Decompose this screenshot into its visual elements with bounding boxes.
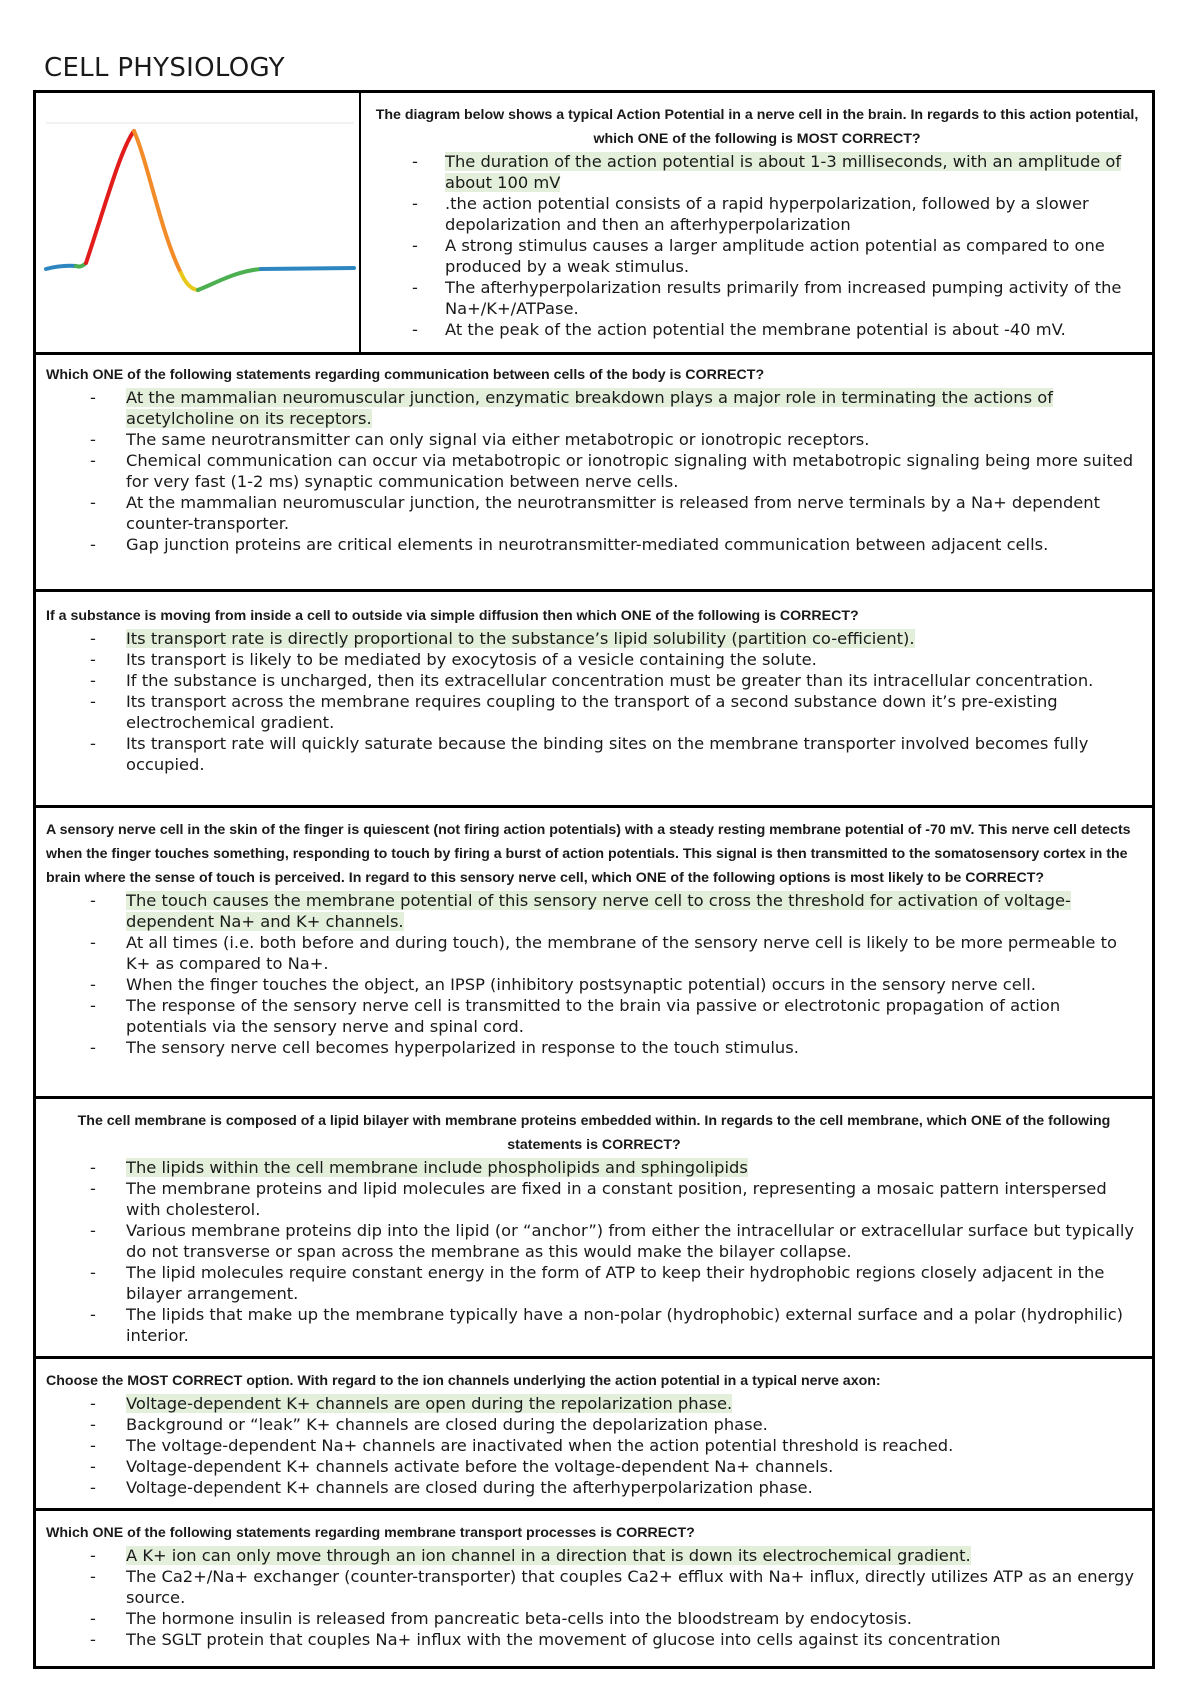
correct-answer-highlight: Voltage-dependent K+ channels are open during the repolarization phase.: [126, 1394, 733, 1413]
option-list: [370, 151, 1144, 340]
option-item: - Background or “leak” K+ channels are closed during the depolarization phase.: [46, 1414, 1142, 1435]
option-item: - The lipids that make up the membrane typically have a non-polar (hydrophobic) external surface and a polar (hydrophilic) interior.: [46, 1304, 1142, 1346]
question-content-1: [362, 93, 1152, 340]
option-list: [46, 1157, 1142, 1346]
correct-answer-highlight: At the mammalian neuromuscular junction, enzymatic breakdown plays a major role in terminating the actions of acetylcholine on its receptors.: [126, 388, 1053, 428]
option-item: - The voltage-dependent Na+ channels are inactivated when the action potential threshold is reached.: [46, 1435, 1142, 1456]
option-item: - The membrane proteins and lipid molecules are fixed in a constant position, representing a mosaic pattern interspersed with cholesterol.: [46, 1178, 1142, 1220]
correct-answer-highlight: The touch causes the membrane potential of this sensory nerve cell to cross the threshold for activation of voltage-dependent Na+ and K+ channels.: [126, 891, 1071, 931]
option-item: - Voltage-dependent K+ channels activate before the voltage-dependent Na+ channels.: [46, 1456, 1142, 1477]
action-potential-curve: [36, 93, 359, 352]
correct-answer-highlight: A K+ ion can only move through an ion channel in a direction that is down its electrochemical gradient.: [126, 1546, 971, 1565]
option-item: [370, 151, 1144, 193]
option-list: [46, 387, 1142, 555]
option-item: - The sensory nerve cell becomes hyperpolarized in response to the touch stimulus.: [46, 1037, 1142, 1058]
option-item: - Its transport across the membrane requires coupling to the transport of a second substance down it’s pre-existing electrochemical gradient.: [46, 691, 1142, 733]
option-item: [46, 1545, 1142, 1566]
option-item: - Various membrane proteins dip into the lipid (or “anchor”) from either the intracellular or extracellular surface but typically do not transverse or span across the membrane as this would make the bilayer collapse.: [46, 1220, 1142, 1262]
option-item: - The same neurotransmitter can only signal via either metabotropic or ionotropic receptors.: [46, 429, 1142, 450]
ap-depolarization-segment: [86, 131, 134, 263]
question-stem: The cell membrane is composed of a lipid bilayer with membrane proteins embedded within. In regards to the cell membrane, which ONE of the following statements is CORRECT?: [77, 1113, 1111, 1153]
option-item: - Its transport rate will quickly saturate because the binding sites on the membrane transporter involved becomes fully occupied.: [46, 733, 1142, 775]
ap-return-resting-segment: [261, 268, 354, 269]
option-list: [46, 890, 1142, 1058]
ap-resting-segment: [46, 266, 76, 269]
question-stem: Choose the MOST CORRECT option. With regard to the ion channels underlying the action potential in a typical nerve axon:: [46, 1373, 881, 1389]
option-item: - The SGLT protein that couples Na+ influx with the movement of glucose into cells against its concentration: [46, 1629, 1142, 1650]
question-stem: If a substance is moving from inside a cell to outside via simple diffusion then which ONE of the following is CORRECT?: [46, 608, 859, 624]
option-item: - At all times (i.e. both before and during touch), the membrane of the sensory nerve cell is likely to be more permeable to K+ as compared to Na+.: [46, 932, 1142, 974]
question-stem: Which ONE of the following statements regarding membrane transport processes is CORRECT?: [46, 1525, 695, 1541]
question-stem: The diagram below shows a typical Action Potential in a nerve cell in the brain. In regards to this action potential, which ONE of the following is MOST CORRECT?: [375, 107, 1139, 147]
option-item: - Voltage-dependent K+ channels are closed during the afterhyperpolarization phase.: [46, 1477, 1142, 1498]
option-list: [46, 1393, 1142, 1498]
option-item: [46, 1393, 1142, 1414]
option-item: [46, 1157, 1142, 1178]
option-list: [46, 628, 1142, 775]
question-box-4: [33, 808, 1155, 1099]
action-potential-diagram: [36, 93, 361, 352]
option-item: - When the finger touches the object, an IPSP (inhibitory postsynaptic potential) occurs in the sensory nerve cell.: [46, 974, 1142, 995]
option-item: - A strong stimulus causes a larger amplitude action potential as compared to one produced by a weak stimulus.: [370, 235, 1144, 277]
option-item: - If the substance is uncharged, then its extracellular concentration must be greater than its intracellular concentration.: [46, 670, 1142, 691]
question-stem: Which ONE of the following statements regarding communication between cells of the body is CORRECT?: [46, 367, 765, 383]
correct-answer-highlight: Its transport rate is directly proportional to the substance’s lipid solubility (partition co-efficient).: [126, 629, 915, 648]
question-box-5: [33, 1099, 1155, 1359]
question-stem: A sensory nerve cell in the skin of the finger is quiescent (not firing action potentials) with a steady resting membrane potential of -70 mV. This nerve cell detects when the finger touches something, responding to touch by firing a burst of action potentials. This signal is then transmitted to the somatosensory cortex in the brain where the sense of touch is perceived. In regard to this sensory nerve cell, which ONE of the following options is most likely to be CORRECT?: [46, 822, 1131, 886]
question-box-2: [33, 355, 1155, 592]
option-list: [46, 1545, 1142, 1650]
option-item: [46, 628, 1142, 649]
option-item: - Chemical communication can occur via metabotropic or ionotropic signaling with metabotropic signaling being more suited for very fast (1-2 ms) synaptic communication between nerve cells.: [46, 450, 1142, 492]
option-item: - The Ca2+/Na+ exchanger (counter-transporter) that couples Ca2+ efflux with Na+ influx, directly utilizes ATP as an energy source.: [46, 1566, 1142, 1608]
option-item: - At the mammalian neuromuscular junction, the neurotransmitter is released from nerve terminals by a Na+ dependent counter-transporter.: [46, 492, 1142, 534]
option-item: [46, 387, 1142, 429]
ap-hyperpolarization-segment: [181, 273, 198, 290]
question-box-1: [33, 90, 1155, 355]
option-item: - .the action potential consists of a rapid hyperpolarization, followed by a slower depolarization and then an afterhyperpolarization: [370, 193, 1144, 235]
ap-repolarization-segment: [134, 131, 181, 273]
option-item: - The response of the sensory nerve cell is transmitted to the brain via passive or electrotonic propagation of action potentials via the sensory nerve and spinal cord.: [46, 995, 1142, 1037]
option-item: - At the peak of the action potential the membrane potential is about -40 mV.: [370, 319, 1144, 340]
correct-answer-highlight: The duration of the action potential is about 1-3 milliseconds, with an amplitude of about 100 mV: [445, 152, 1122, 192]
option-item: - The afterhyperpolarization results primarily from increased pumping activity of the Na+/K+/ATPase.: [370, 277, 1144, 319]
option-item: - The hormone insulin is released from pancreatic beta-cells into the bloodstream by endocytosis.: [46, 1608, 1142, 1629]
question-box-7: [33, 1511, 1155, 1669]
option-item: - The lipid molecules require constant energy in the form of ATP to keep their hydrophobic regions closely adjacent in the bilayer arrangement.: [46, 1262, 1142, 1304]
question-box-6: [33, 1359, 1155, 1511]
correct-answer-highlight: The lipids within the cell membrane include phospholipids and sphingolipids: [126, 1158, 748, 1177]
option-item: [46, 890, 1142, 932]
question-box-3: [33, 592, 1155, 808]
option-item: - Gap junction proteins are critical elements in neurotransmitter-mediated communication between adjacent cells.: [46, 534, 1142, 555]
ap-recovery-segment: [198, 269, 261, 290]
option-item: - Its transport is likely to be mediated by exocytosis of a vesicle containing the solute.: [46, 649, 1142, 670]
page-title: CELL PHYSIOLOGY: [44, 53, 285, 84]
